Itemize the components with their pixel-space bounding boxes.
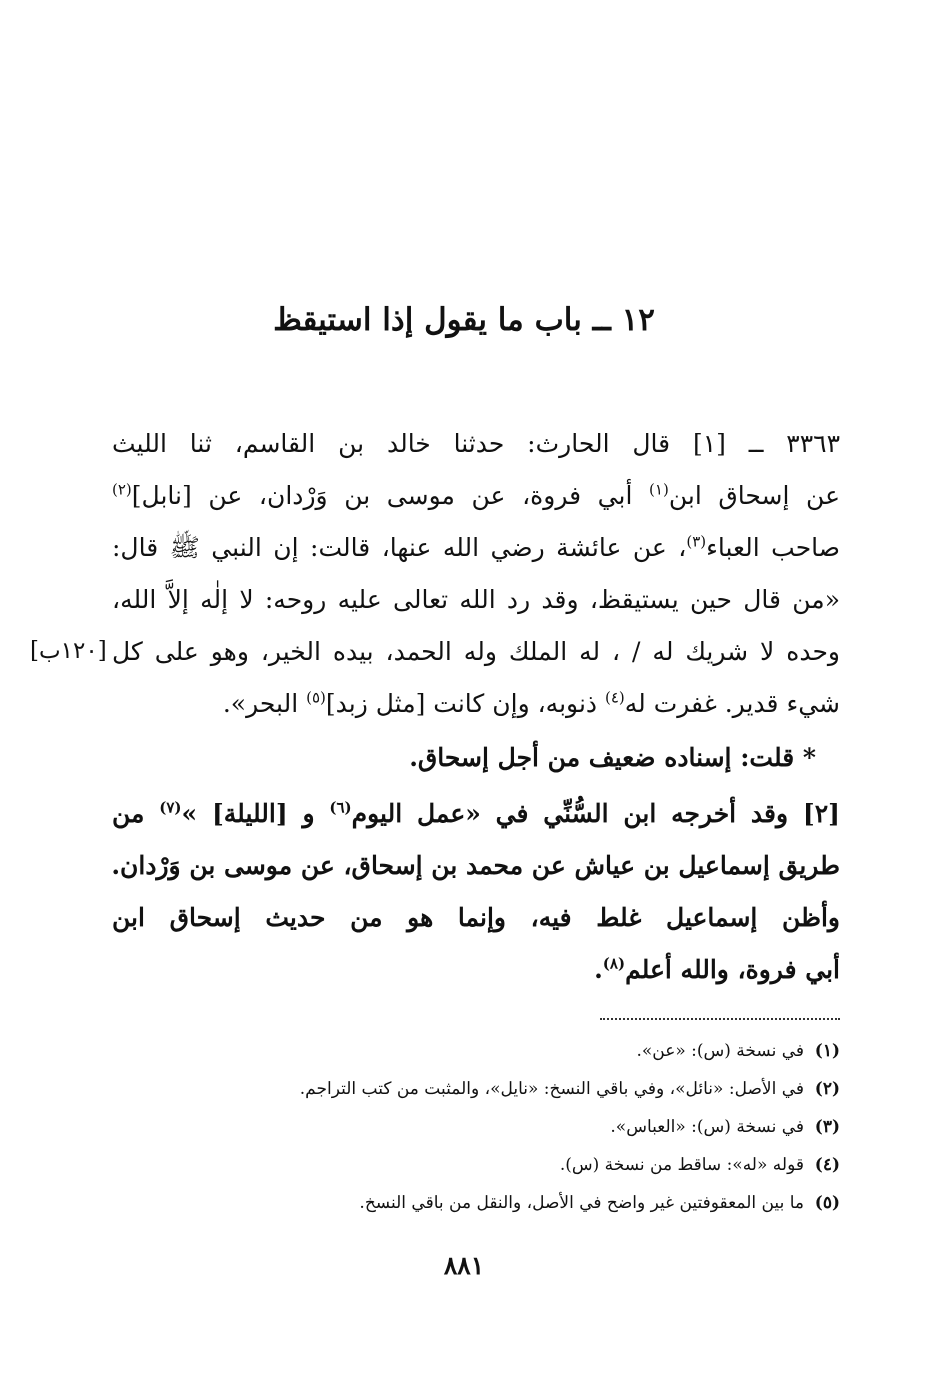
takhrij-line-text: طريق إسماعيل بن عياش عن محمد بن إسحاق، عن موسى بن وَرْدان. [111,851,840,880]
hadith-line-text: وحده لا شريك له / ، له الملك وله الحمد، بيده الخير، وهو على كل [112,637,840,666]
takhrij-line-4 [112,944,840,996]
manuscript-folio-marker: [١٢٠ب] [30,638,107,664]
takhrij-line-text: . [594,955,603,984]
footnote-text: قوله «له»: ساقط من نسخة (س). [559,1155,804,1175]
takhrij-line-1 [112,788,840,840]
footnote-marker: (٧) [159,798,182,817]
takhrij-line-text: من [112,799,160,828]
footnote-text: ما بين المعقوفتين غير واضح في الأصل، والنقل من باقي النسخ. [359,1193,804,1213]
footnote-number: (٥) [814,1193,840,1213]
takhrij-line-text: [٢] وقد أخرجه ابن السُّنِّي في «عمل اليوم [351,799,840,828]
footnote-marker: (٨) [602,954,626,973]
footnote-marker: (١) [649,480,669,499]
footnote-3 [260,1112,840,1142]
footnote-marker: (٣) [686,532,707,551]
takhrij-line-2 [112,840,840,892]
hadith-line-2 [112,470,840,522]
hadith-line-text: صاحب العباء [706,533,840,562]
footnote-number: (٤) [814,1155,840,1175]
footnote-marker: (٥) [306,688,326,707]
hadith-line-6 [112,678,840,730]
footnote-number: (١) [814,1041,840,1061]
chapter-heading: ١٢ ــ باب ما يقول إذا استيقظ [273,302,655,338]
hadith-line-1 [112,418,840,470]
footnote-text: في نسخة (س): «العباس». [610,1117,804,1137]
hadith-line-text: البحر». [222,689,307,718]
footnote-divider [600,1018,840,1020]
footnote-1 [260,1036,840,1066]
hadith-line-text: ، عن عائشة رضي الله عنها، قالت: إن النبي ﷺ قال: [112,533,687,562]
footnote-number: (٢) [814,1079,840,1099]
hadith-line-text: ٣٣٦٣ ــ [١] قال الحارث: حدثنا خالد بن القاسم، ثنا الليث [112,429,841,458]
takhrij-line-text: أبي فروة، والله أعلم [625,955,840,984]
footnote-text: في الأصل: «نائل»، وفي باقي النسخ: «نايل»، والمثبت من كتب التراجم. [299,1079,804,1099]
footnote-marker: (٦) [329,798,352,817]
hadith-line-text: عن إسحاق ابن [668,481,840,510]
hadith-line-4 [112,574,840,626]
takhrij-line-text: وأظن إسماعيل غلط فيه، وإنما هو من حديث إسحاق ابن [112,903,840,932]
hadith-line-text: شيء قدير. غفرت له [624,689,840,718]
takhrij-line-3 [112,892,840,944]
footnote-number: (٣) [814,1117,840,1137]
footnote-text: في نسخة (س): «عن». [636,1041,804,1061]
comment-line: * قلت: إسناده ضعيف من أجل إسحاق. [409,743,816,772]
hadith-line-5 [112,626,840,678]
footnote-marker: (٢) [112,480,132,499]
hadith-line-text: أبي فروة، عن موسى بن وَرْدان، عن [نابل] [131,481,650,510]
footnote-2 [260,1074,840,1104]
footnote-5 [260,1188,840,1218]
takhrij-line-text: و [الليلة] » [181,799,330,828]
footnote-4 [260,1150,840,1180]
page-number: ٨٨١ [443,1251,485,1280]
hadith-line-text: ذنوبه، وإن كانت [مثل زبد] [325,689,605,718]
hadith-line-3 [112,522,840,574]
hadith-line-text: «من قال حين يستيقظ، وقد رد الله تعالى عليه روحه: لا إلٰه إلاَّ الله، [112,585,840,614]
footnote-marker: (٤) [604,688,625,707]
